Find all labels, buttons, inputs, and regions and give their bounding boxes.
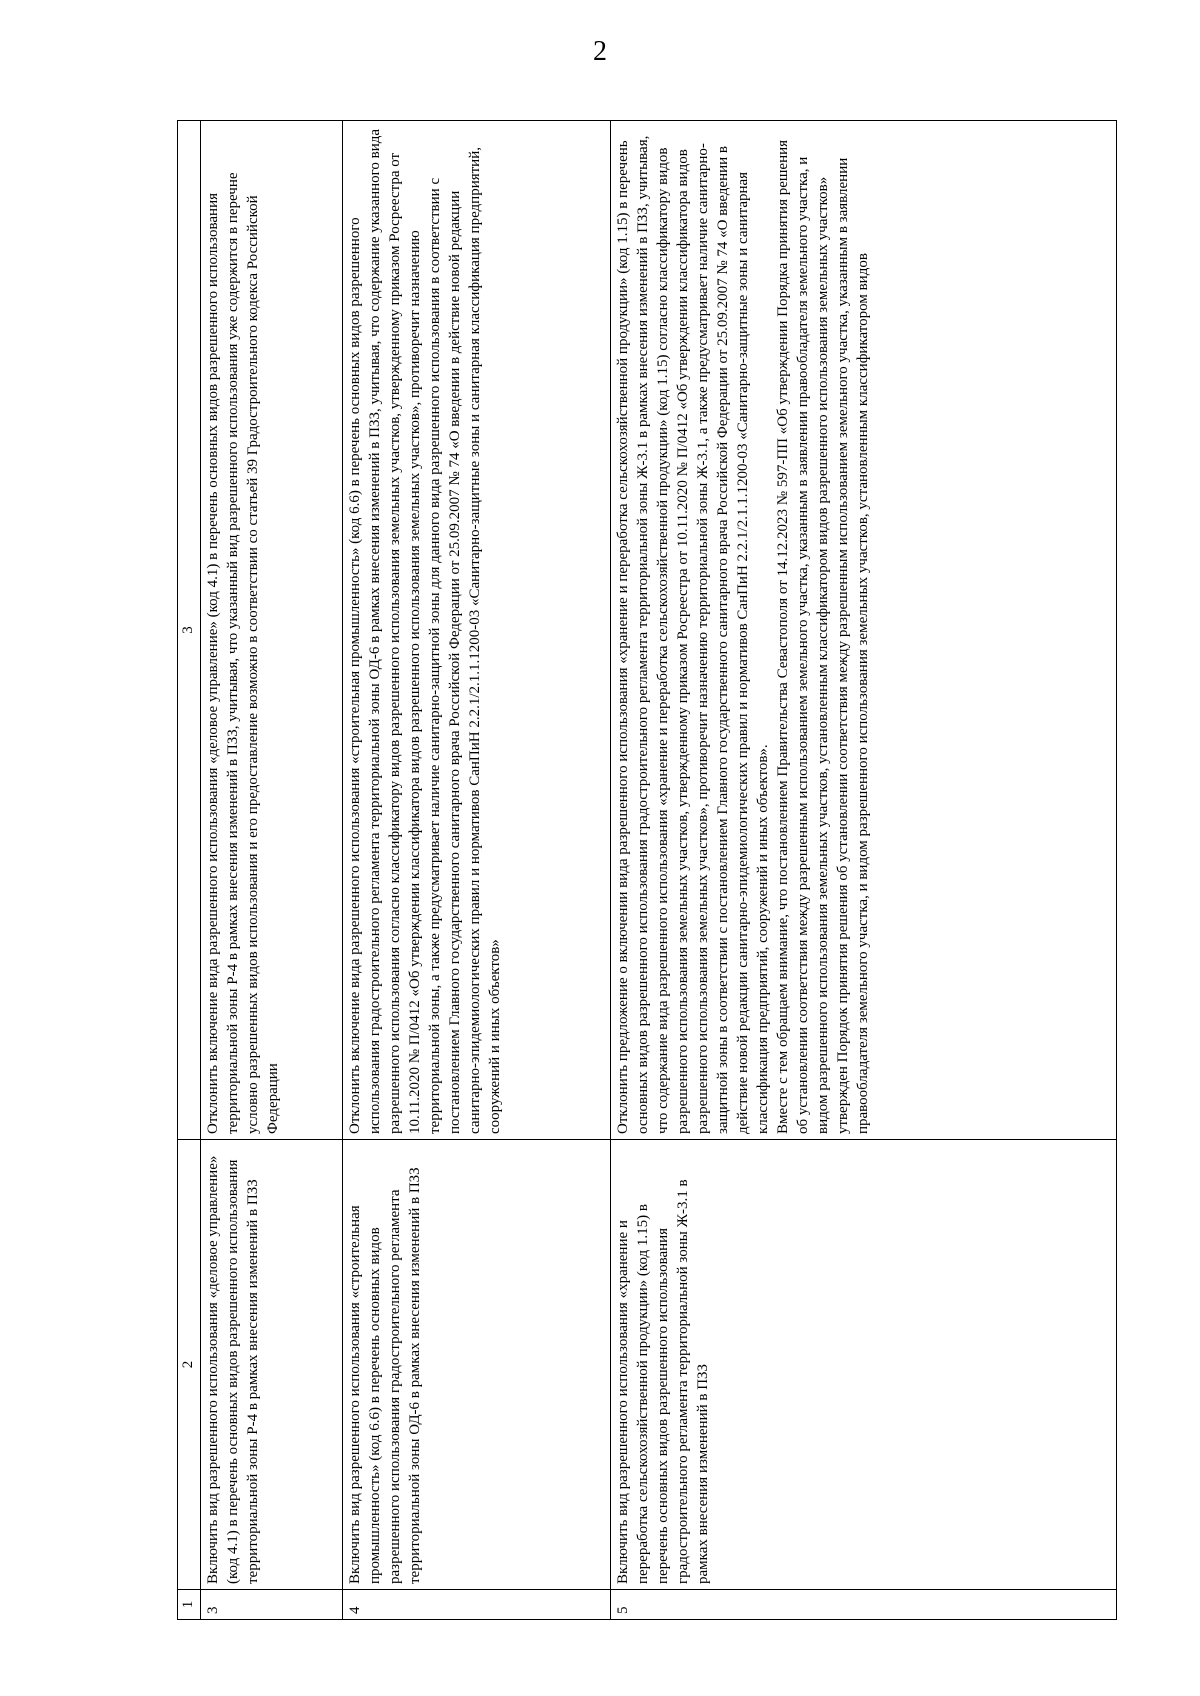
decision-paragraph: Вместе с тем обращаем внимание, что постановлением Правительства Севастополя от 14.12.2023 № 597-ПП «Об утверждении Порядка принятия решения об установлении соответствия между разрешенным использованием земельного участка, указанным в заявлении правообладателя земельного участка, и видом разрешенного использования земельных участков, установленным классификатором видов разрешенного использования земельных участков» утвержден Порядок принятия решения об установлении соответствия между разрешенным использованием земельного участка, указанным в заявлении правообладателя земельного участка, и видом разрешенного использования земельных участков, установленным классификатором видов xyxy=(775,139,871,1134)
rotated-table-container xyxy=(177,120,1117,1620)
table-row xyxy=(201,121,343,1620)
decision-cell xyxy=(201,121,343,1140)
decision-paragraph: Отклонить включение вида разрешенного использования «строительная промышленность» (код 6.6) в перечень основных видов разрешенного использования градостроительного регламента территориальной зоны ОД-6 в рамках внесения изменений в ПЗЗ, учитывая, что содержание указанного вида разрешенного использования согласно классификатору видов разрешенного использования земельных участков, утвержденному приказом Росреестра от 10.11.2020 № П/0412 «Об утверждении классификатора видов разрешенного использования земельных участков», противоречит назначению территориальной зоны, а также предусматривает наличие санитарно-защитной зоны для данного вида разрешенного использования в соответствии с постановлением Главного государственного санитарного врача Российской Федерации от 25.09.2007 № 74 «О введении в действие новой редакции санитарно-эпидемиологических правил и нормативов СанПиН 2.2.1/2.1.1.1200-03 «Санитарно-защитные зоны и санитарная классификация предприятий, сооружений и иных объектов» xyxy=(347,128,503,1134)
page-number: 2 xyxy=(593,36,607,67)
header-cell-3: 3 xyxy=(178,121,201,1140)
row-number: 3 xyxy=(201,1590,343,1620)
proposal-cell: Включить вид разрешенного использования «строительная промышленность» (код 6.6) в перечень основных видов разрешенного использования градостроительного регламента территориальной зоны ОД-6 в рамках внесения изменений в ПЗЗ xyxy=(343,1140,611,1590)
row-number: 4 xyxy=(343,1590,611,1620)
table-row xyxy=(611,121,1117,1620)
table-row xyxy=(343,121,611,1620)
decision-paragraph: Отклонить включение вида разрешенного использования «деловое управление» (код 4.1) в перечень основных видов разрешенного использования территориальной зоны Р-4 в рамках внесения изменений в ПЗЗ, учитывая, что указанный вид разрешенного использования уже содержится в перечне условно разрешенных видов использования и его предоставление возможно в соответствии со статьей 39 Градостроительного кодекса Российской Федерации xyxy=(205,172,281,1134)
decision-cell xyxy=(343,121,611,1140)
table-header-row xyxy=(178,121,201,1620)
header-cell-2: 2 xyxy=(178,1140,201,1590)
proposal-cell: Включить вид разрешенного использования «деловое управление» (код 4.1) в перечень основных видов разрешенного использования территориальной зоны Р-4 в рамках внесения изменений в ПЗЗ xyxy=(201,1140,343,1590)
header-cell-1: 1 xyxy=(178,1590,201,1620)
decisions-table xyxy=(177,120,1117,1620)
decision-cell xyxy=(611,121,1117,1140)
row-number: 5 xyxy=(611,1590,1117,1620)
proposal-cell: Включить вид разрешенного использования «хранение и переработка сельскохозяйственной продукции» (код 1.15) в перечень основных видов разрешенного использования градостроительного регламента территориальной зоны Ж-3.1 в рамках внесения изменений в ПЗЗ xyxy=(611,1140,1117,1590)
decision-paragraph: Отклонить предложение о включении вида разрешенного использования «хранение и переработка сельскохозяйственной продукции» (код 1.15) в перечень основных видов разрешенного использования градостроительного регламента территориальной зоны Ж-3.1 в рамках внесения изменений в ПЗЗ, учитывая, что содержание вида разрешенного использования «хранение и переработка сельскохозяйственной продукции» (код 1.15) согласно классификатору видов разрешенного использования земельных участков, утвержденному приказом Росреестра от 10.11.2020 № П/0412 «Об утверждении классификатора видов разрешенного использования земельных участков», противоречит назначению территориальной зоны Ж-3.1, а также предусматривает наличие санитарно-защитной зоны в соответствии с постановлением Главного государственного санитарного врача Российской Федерации от 25.09.2007 № 74 «О введении в действие новой редакции санитарно-эпидемиологических правил и нормативов СанПиН 2.2.1/2.1.1.1200-03 «Санитарно-защитные зоны и санитарная классификация предприятий, сооружений и иных объектов». xyxy=(615,135,771,1134)
